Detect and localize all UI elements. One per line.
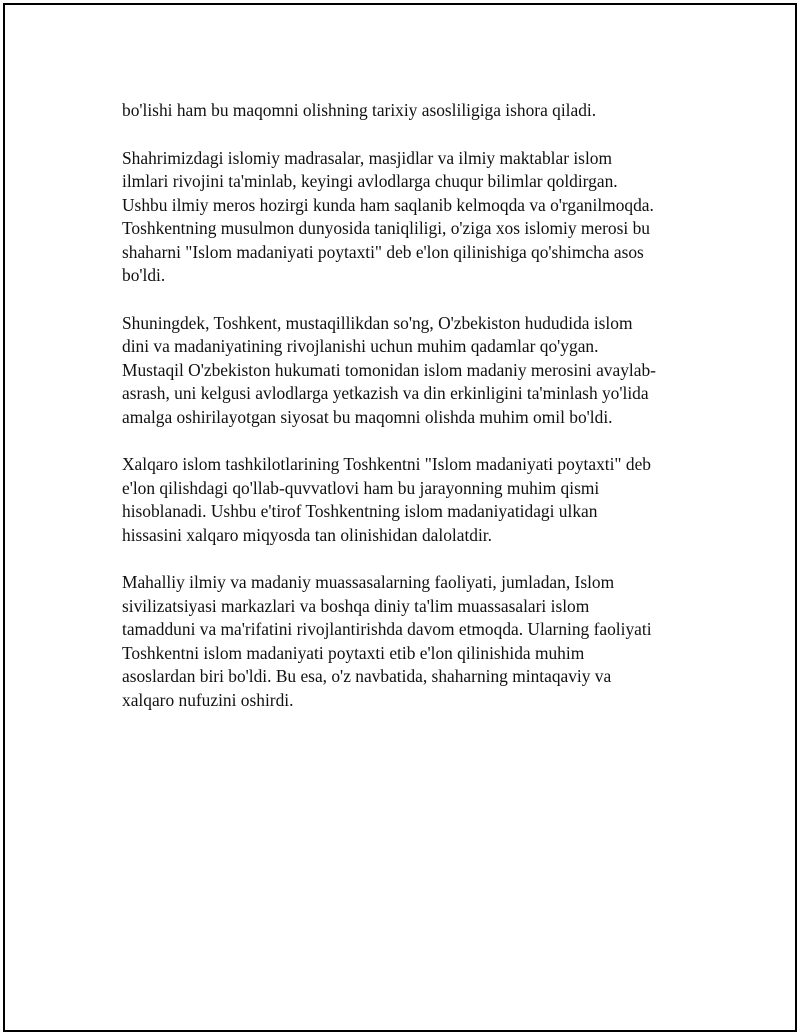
paragraph-5: Mahalliy ilmiy va madaniy muassasalarning faoliyati, jumladan, Islom sivilizatsiyasi markazlari va boshqa diniy ta'lim muassasalari islom tamadduni va ma'rifatini rivojlantirishda davom etmoqda. Ularning faoliyati Toshkentni islom madaniyati poytaxti etib e'lon qilinishida muhim asoslardan biri bo'ldi. Bu esa, o'z navbatida, shaharning mintaqaviy va xalqaro nufuzini oshirdi. — [122, 572, 652, 710]
page-frame — [3, 3, 797, 1032]
paragraph-4: Xalqaro islom tashkilotlarining Toshkentni "Islom madaniyati poytaxti" deb e'lon qilishdagi qo'llab-quvvatlovi ham bu jarayonning muhim qismi hisoblanadi. Ushbu e'tirof Toshkentning islom madaniyatidagi ulkan hissasini xalqaro miqyosda tan olinishidan dalolatdir. — [122, 454, 651, 545]
paragraph-1: bo'lishi ham bu maqomni olishning tarixiy asosliligiga ishora qiladi. — [122, 100, 597, 120]
paragraph-3: Shuningdek, Toshkent, mustaqillikdan so'ng, O'zbekiston hududida islom dini va madaniyatining rivojlanishi uchun muhim qadamlar qo'ygan. Mustaqil O'zbekiston hukumati tomonidan islom madaniy merosini avaylab- asrash, uni kelgusi avlodlarga yetkazish va din erkinligini ta'minlash yo'lida amalga oshirilayotgan siyosat bu maqomni olishda muhim omil bo'ldi. — [122, 312, 656, 427]
document-body — [122, 99, 702, 736]
paragraph-2: Shahrimizdagi islomiy madrasalar, masjidlar va ilmiy maktablar islom ilmlari rivojini ta'minlab, keyingi avlodlarga chuqur bilimlar qoldirgan. Ushbu ilmiy meros hozirgi kunda ham saqlanib kelmoqda va o'rganilmoqda. Toshkentning musulmon dunyosida taniqliligi, o'ziga xos islomiy merosi bu shaharni "Islom madaniyati poytaxti" deb e'lon qilinishiga qo'shimcha asos bo'ldi. — [122, 147, 654, 285]
